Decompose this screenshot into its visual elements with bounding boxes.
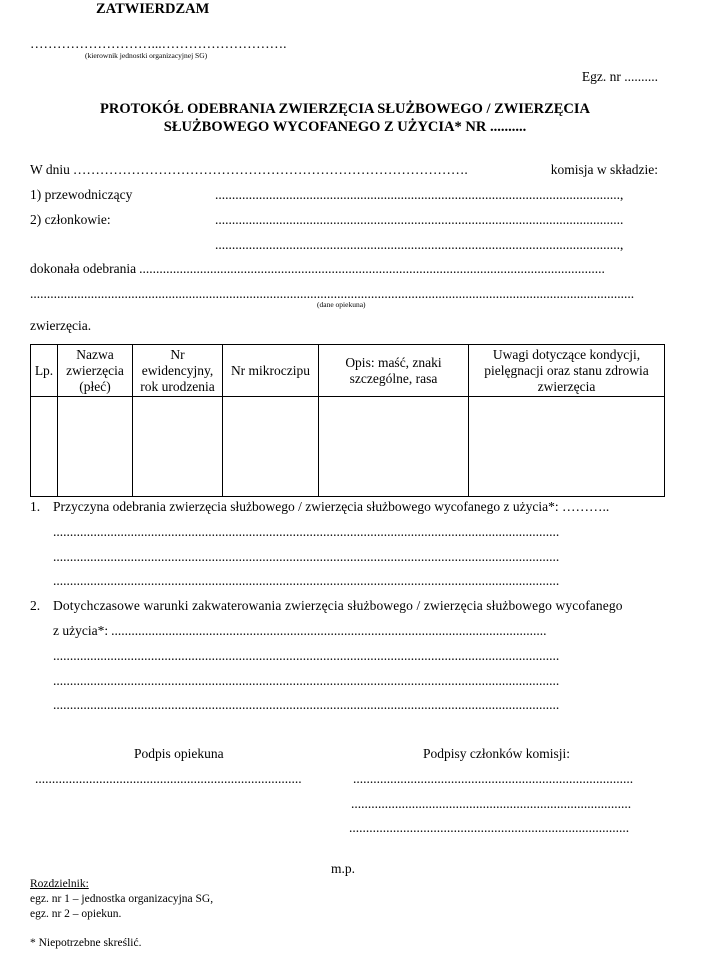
approval-caption: (kierownik jednostki organizacyjnej SG) bbox=[85, 51, 208, 60]
header-remarks: Uwagi dotyczące kondycji, pielęgnacji oraz stanu zdrowia zwierzęcia bbox=[469, 345, 665, 397]
section2-line3[interactable]: ...................................................................................................................................................... bbox=[53, 697, 560, 712]
section2-number: 2. bbox=[30, 598, 41, 613]
header-animal-name: Nazwa zwierzęcia (płeć) bbox=[58, 345, 133, 397]
member1-field[interactable]: ......................................................................................................................... bbox=[215, 212, 624, 227]
chair-field[interactable]: ........................................................................................................................, bbox=[215, 187, 624, 202]
header-microchip: Nr mikroczipu bbox=[223, 345, 319, 397]
section2-text: Dotychczasowe warunki zakwaterowania zwierzęcia służbowego / zwierzęcia służbowego wycofanego bbox=[53, 598, 623, 613]
performed-label: dokonała odebrania bbox=[30, 261, 137, 276]
section1-line2[interactable]: ...................................................................................................................................................... bbox=[53, 549, 560, 564]
header-lp: Lp. bbox=[31, 345, 58, 397]
section2-cont-field[interactable]: ................................................................................................................................. bbox=[111, 623, 547, 638]
animal-word: zwierzęcia. bbox=[30, 318, 92, 333]
caretaker-caption: (dane opiekuna) bbox=[317, 300, 366, 309]
performed-row bbox=[30, 261, 662, 277]
section1-number: 1. bbox=[30, 499, 41, 514]
footnote: * Niepotrzebne skreślić. bbox=[30, 937, 142, 949]
date-field[interactable]: ……………………………………………………………………………. bbox=[72, 162, 468, 177]
cell-remarks[interactable] bbox=[469, 397, 665, 497]
document-title-line1: PROTOKÓŁ ODEBRANIA ZWIERZĘCIA SŁUŻBOWEGO / ZWIERZĘCIA bbox=[99, 101, 591, 117]
commission-signature-field-2[interactable]: ................................................................................... bbox=[351, 796, 632, 811]
table-row bbox=[31, 397, 665, 497]
document-title-line2: SŁUŻBOWEGO WYCOFANEGO Z UŻYCIA* NR .......... bbox=[163, 119, 527, 135]
date-label: W dniu bbox=[30, 162, 70, 177]
commission-label: komisja w składzie: bbox=[550, 162, 658, 177]
date-row bbox=[30, 162, 658, 178]
member2-field[interactable]: ........................................................................................................................, bbox=[215, 237, 624, 252]
section2-line1[interactable]: ...................................................................................................................................................... bbox=[53, 648, 560, 663]
section2-cont-row bbox=[53, 623, 659, 639]
distribution-heading: Rozdzielnik: bbox=[30, 878, 89, 890]
cell-animal-name[interactable] bbox=[58, 397, 133, 497]
stamp-place: m.p. bbox=[331, 861, 356, 876]
approval-signature-line: ………………………...………………………. bbox=[30, 36, 287, 51]
table-header-row bbox=[31, 345, 665, 397]
caretaker-signature-field[interactable]: ............................................................................... bbox=[35, 771, 302, 786]
cell-microchip[interactable] bbox=[223, 397, 319, 497]
distribution-line1: egz. nr 1 – jednostka organizacyjna SG, bbox=[30, 893, 214, 905]
section1-text: Przyczyna odebrania zwierzęcia służbowego / zwierzęcia służbowego wycofanego z użycia*: ……….. bbox=[53, 499, 610, 514]
copy-number: Egz. nr .......... bbox=[581, 69, 658, 84]
members-label: 2) członkowie: bbox=[30, 212, 111, 227]
chair-label: 1) przewodniczący bbox=[30, 187, 133, 202]
cell-description[interactable] bbox=[319, 397, 469, 497]
distribution-line2: egz. nr 2 – opiekun. bbox=[30, 908, 122, 920]
section1-line1[interactable]: ...................................................................................................................................................... bbox=[53, 524, 560, 539]
cell-registry-number[interactable] bbox=[133, 397, 223, 497]
section1-line3[interactable]: ...................................................................................................................................................... bbox=[53, 573, 560, 588]
caretaker-signature-label: Podpis opiekuna bbox=[134, 746, 224, 761]
section2-cont-label: z użycia*: bbox=[53, 623, 109, 638]
performed-field[interactable]: .......................................................................................................................................... bbox=[139, 261, 605, 276]
header-registry-number: Nr ewidencyjny, rok urodzenia bbox=[133, 345, 223, 397]
animal-table bbox=[30, 344, 665, 497]
approval-title: ZATWIERDZAM bbox=[96, 1, 210, 17]
commission-signature-label: Podpisy członków komisji: bbox=[423, 746, 571, 761]
caretaker-field[interactable]: ................................................................................................................................................................................... bbox=[30, 286, 635, 301]
commission-signature-field-1[interactable]: ................................................................................... bbox=[353, 771, 634, 786]
section2-line2[interactable]: ...................................................................................................................................................... bbox=[53, 673, 560, 688]
commission-signature-field-3[interactable]: ................................................................................... bbox=[349, 820, 630, 835]
header-description: Opis: maść, znaki szczególne, rasa bbox=[319, 345, 469, 397]
cell-lp[interactable] bbox=[31, 397, 58, 497]
